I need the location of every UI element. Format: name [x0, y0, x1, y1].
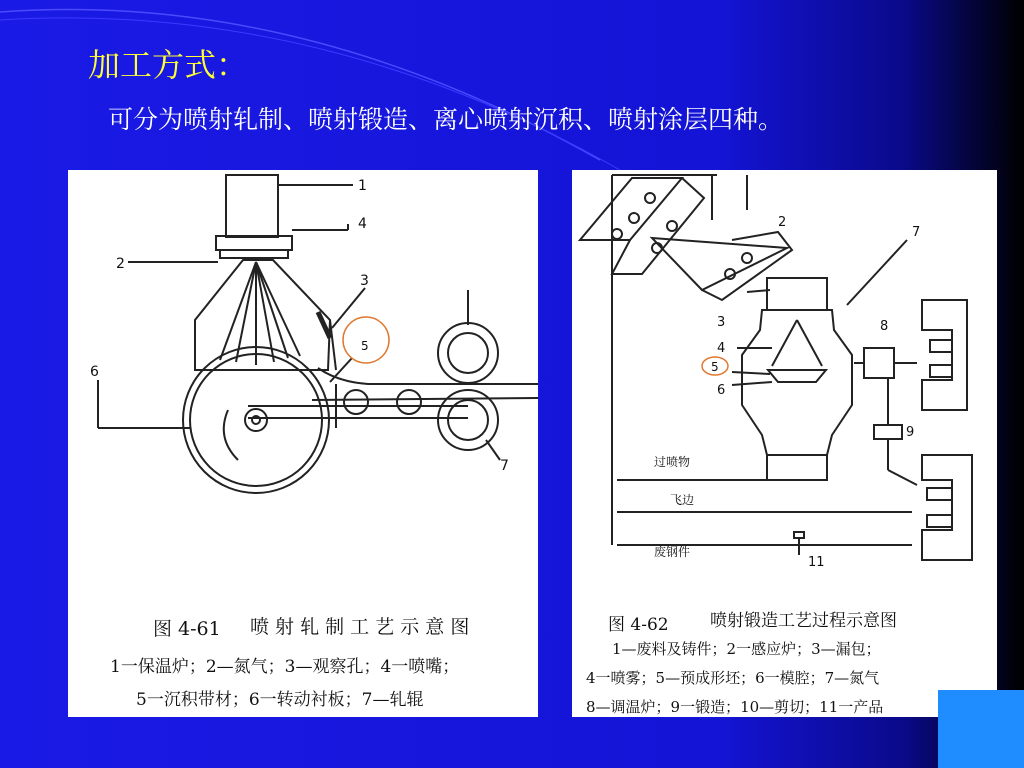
caption-title: 喷 射 轧 制 工 艺 示 意 图	[250, 616, 470, 638]
legend-line-1: 1一保温炉；2—氮气；3—观察孔；4一喷嘴；	[110, 657, 460, 677]
label-4: 4	[717, 341, 726, 356]
label-1: 1	[358, 178, 367, 194]
label-2: 2	[116, 256, 125, 272]
label-8: 8	[880, 319, 889, 334]
label-3: 3	[717, 315, 726, 330]
slide-title: 加工方式：	[88, 46, 249, 84]
corner-accent-block	[938, 690, 1024, 768]
legend-line-2: 4一喷雾；5—预成形坯；6一模腔；7—氮气	[586, 669, 880, 687]
caption-title: 喷射锻造工艺过程示意图	[710, 611, 897, 631]
label-9: 9	[906, 425, 915, 440]
flow-overspray: 过喷物	[654, 455, 691, 469]
label-5: 5	[711, 360, 719, 374]
label-11: 11	[808, 555, 825, 570]
label-7: 7	[500, 458, 509, 474]
figure-spray-forging	[572, 170, 997, 717]
legend-line-3: 8—调温炉；9一锻造；10—剪切；11一产品	[586, 698, 884, 716]
flow-flash: 飞边	[670, 493, 695, 507]
legend-line-1: 1—废料及铸件；2一感应炉；3—漏包；	[612, 640, 881, 658]
slide-subtitle: 可分为喷射轧制、喷射锻造、离心喷射沉积、喷射涂层四种。	[108, 105, 784, 134]
label-5: 5	[361, 339, 369, 353]
flow-scrap: 废钢件	[654, 545, 691, 559]
caption-number: 图 4-62	[608, 615, 669, 635]
label-6: 6	[717, 383, 726, 398]
legend-line-2: 5一沉积带材；6一转动衬板；7—轧辊	[136, 690, 424, 710]
label-6: 6	[90, 364, 99, 380]
label-7: 7	[912, 225, 921, 240]
label-2: 2	[778, 215, 787, 230]
figure-spray-rolling	[68, 170, 538, 717]
label-3: 3	[360, 273, 369, 289]
caption-number: 图 4-61	[153, 618, 221, 640]
label-4: 4	[358, 216, 367, 232]
